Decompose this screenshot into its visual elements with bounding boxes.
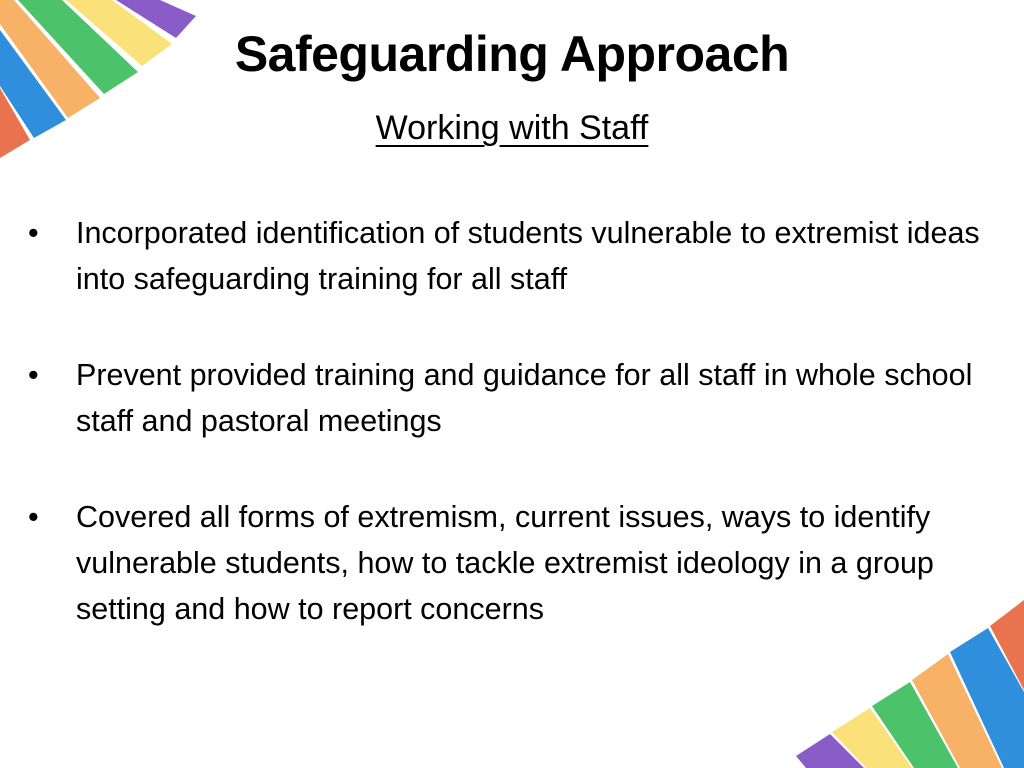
bullet-marker: • bbox=[28, 500, 39, 534]
bullet-marker: • bbox=[28, 358, 39, 392]
slide-subtitle bbox=[0, 104, 1024, 152]
bullet-text: Incorporated identification of students vulnerable to extremist ideas into safeguarding training for all staff bbox=[76, 216, 980, 296]
bullet-item bbox=[28, 210, 988, 302]
bullet-list bbox=[28, 210, 988, 682]
bullet-text: Prevent provided training and guidance for all staff in whole school staff and pastoral meetings bbox=[76, 358, 973, 438]
subtitle-text: Working with Staff bbox=[375, 109, 649, 147]
bullet-text: Covered all forms of extremism, current issues, ways to identify vulnerable students, how to tackle extremist ideology in a group setting and how to report concerns bbox=[76, 500, 934, 626]
slide-title: Safeguarding Approach bbox=[234, 26, 790, 82]
bullet-item bbox=[28, 352, 988, 444]
bullet-item bbox=[28, 494, 988, 632]
bullet-marker: • bbox=[28, 216, 39, 250]
